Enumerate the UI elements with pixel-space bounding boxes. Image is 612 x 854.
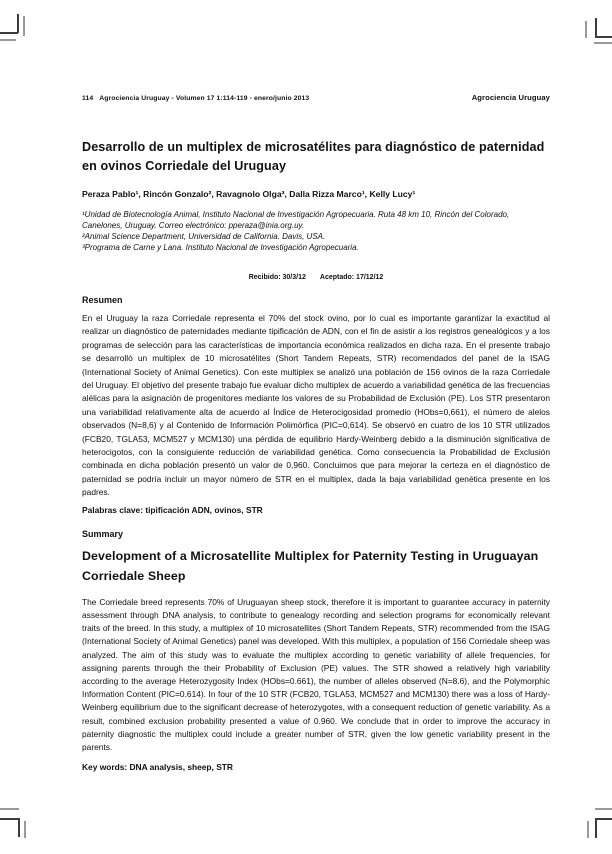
palabras-clave: Palabras clave: tipificación ADN, ovinos, STR bbox=[82, 504, 263, 515]
crop-mark-bottom-left-v2 bbox=[24, 821, 26, 838]
crop-mark-top-right-v2 bbox=[585, 21, 587, 38]
affiliations-block bbox=[82, 209, 550, 253]
crop-mark-top-right-v bbox=[595, 18, 597, 37]
key-words: Key words: DNA analysis, sheep, STR bbox=[82, 762, 233, 773]
journal-volume-info: Agrociencia Uruguay - Volumen 17 1:114-119 - enero/junio 2013 bbox=[99, 95, 310, 102]
crop-mark-top-right-h2 bbox=[594, 42, 612, 44]
journal-header bbox=[82, 93, 550, 102]
crop-mark-bottom-left-h bbox=[0, 818, 19, 820]
journal-name: Agrociencia Uruguay bbox=[471, 93, 550, 102]
affiliation-3: ³Programa de Carne y Lana. Instituto Nacional de Investigación Agropecuaria. bbox=[82, 243, 359, 252]
crop-mark-bottom-right-v bbox=[595, 818, 597, 838]
crop-mark-top-right-h bbox=[595, 36, 612, 38]
received-date: Recibido: 30/3/12 bbox=[248, 274, 306, 281]
authors-line: Peraza Pablo¹, Rincón Gonzalo², Ravagnolo Olga³, Dalla Rizza Marco¹, Kelly Lucy¹ bbox=[82, 189, 416, 199]
received-accepted-line bbox=[82, 274, 550, 281]
journal-header-left bbox=[82, 95, 309, 102]
crop-mark-top-left-h bbox=[0, 32, 18, 34]
crop-mark-bottom-right-h bbox=[595, 818, 612, 820]
article-title-es: Desarrollo de un multiplex de microsatélites para diagnóstico de paternidad en ovinos Corriedale del Uruguay bbox=[82, 140, 545, 173]
article-content bbox=[82, 93, 550, 772]
crop-mark-top-left-h2 bbox=[0, 39, 16, 41]
accepted-date: Aceptado: 17/12/12 bbox=[319, 274, 384, 281]
affiliation-1: ¹Unidad de Biotecnología Animal, Instituto Nacional de Investigación Agropecuaria. Ruta 48 km 10, Rincón del Colorado, Canelones, Uruguay. Correo electrónico: pperaza@inia.org.uy. bbox=[82, 210, 510, 230]
article-title-en: Development of a Microsatellite Multiplex for Paternity Testing in Uruguayan Corriedale Sheep bbox=[82, 548, 539, 583]
crop-mark-top-left-v2 bbox=[23, 16, 25, 36]
crop-mark-bottom-right-v2 bbox=[587, 821, 589, 838]
affiliation-2: ²Animal Science Department, Universidad de California. Davis, USA. bbox=[82, 232, 326, 241]
summary-body: The Corriedale breed represents 70% of Uruguayan sheep stock, therefore it is important to guarantee accuracy in paternity assessment through DNA analysis, to contribute to genealogy recording and selection programs for economically relevant traits of the breed. In this study, a multiplex of 10 microsatellites (Short Tandem Repeats, STR) recommended from the ISAG (International Society of Animal Genetics) panel was developed. With this multiplex, a population of 156 Corriedale sheep was analyzed. The aim of this study was to evaluate the multiplex according to genetic variability of allele frequencies, for assigning parents through the their Probability of Exclusion (PE) values. The STR showed a relatively high variability according to the average Heterozygosity Index (HObs=0.661), the number of alleles observed (N=8.6), and the Polymorphic Information Content (PIC=0.614). In four of the 10 STR (FCB20, TGLA53, MCM527 and MCM130) there was a loss of Hardy-Weinberg equilibrium due to the significant decrease of heterozygotes, with a consequent reduction of genetic variability. As a result, combined exclusion probability presented a value of 0.960. We conclude that in order to improve the accuracy in paternity diagnostic the multiplex could include a greater number of STR, given the low genetic variability present in the parents. bbox=[82, 596, 550, 752]
resumen-heading: Resumen bbox=[82, 295, 123, 305]
page-number: 114 bbox=[82, 95, 94, 102]
crop-mark-bottom-right-h2 bbox=[595, 808, 612, 810]
crop-mark-bottom-left-h2 bbox=[0, 808, 19, 810]
crop-mark-bottom-left-v bbox=[18, 818, 20, 837]
crop-mark-top-left-v bbox=[17, 14, 19, 33]
resumen-body: En el Uruguay la raza Corriedale representa el 70% del stock ovino, por lo cual es importante garantizar la exactitud al realizar un diagnóstico de paternidades mediante tipificación de ADN, con el fin de asistir a los registros genealógicos y a los programas de selección para las características de importancia económica realizados en dicha raza. En el presente trabajo se desarrolló un multiplex de 10 microsatélites (Short Tandem Repeats, STR) recomendados del panel de la ISAG (International Society of Animal Genetics). Con este multiplex se analizó una población de 156 ovinos de la raza Corriedale del Uruguay. El objetivo del presente trabajo fue evaluar dicho multiplex de acuerdo a variabilidad genética de las frecuencias alélicas para la asignación de progenitores mediante los valores de su Probabilidad de Exclusión (PE). Los STR presentaron una variabilidad relativamente alta de acuerdo al Índice de Heterocigosidad promedio (HObs=0,661), el número de alelos observados (N=8,6) y al Contenido de Información Polimórfica (PIC=0,614). Se observó en cuatro de los 10 STR utilizados (FCB20, TGLA53, MCM527 y MCM130) una pérdida de equilibrio Hardy-Weinberg debido a la disminución significativa de heterocigotos, con la consiguiente reducción de variabilidad genética. Como consecuencia la Probabilidad de Exclusión combinada en dicha población presentó un valor de 0,960. Concluimos que para mejorar la certeza en el diagnóstico de paternidad se podría incluir un mayor número de STR en el multiplex, dada la baja variabilidad genética presente en los padres. bbox=[82, 313, 550, 498]
summary-heading: Summary bbox=[82, 528, 124, 539]
